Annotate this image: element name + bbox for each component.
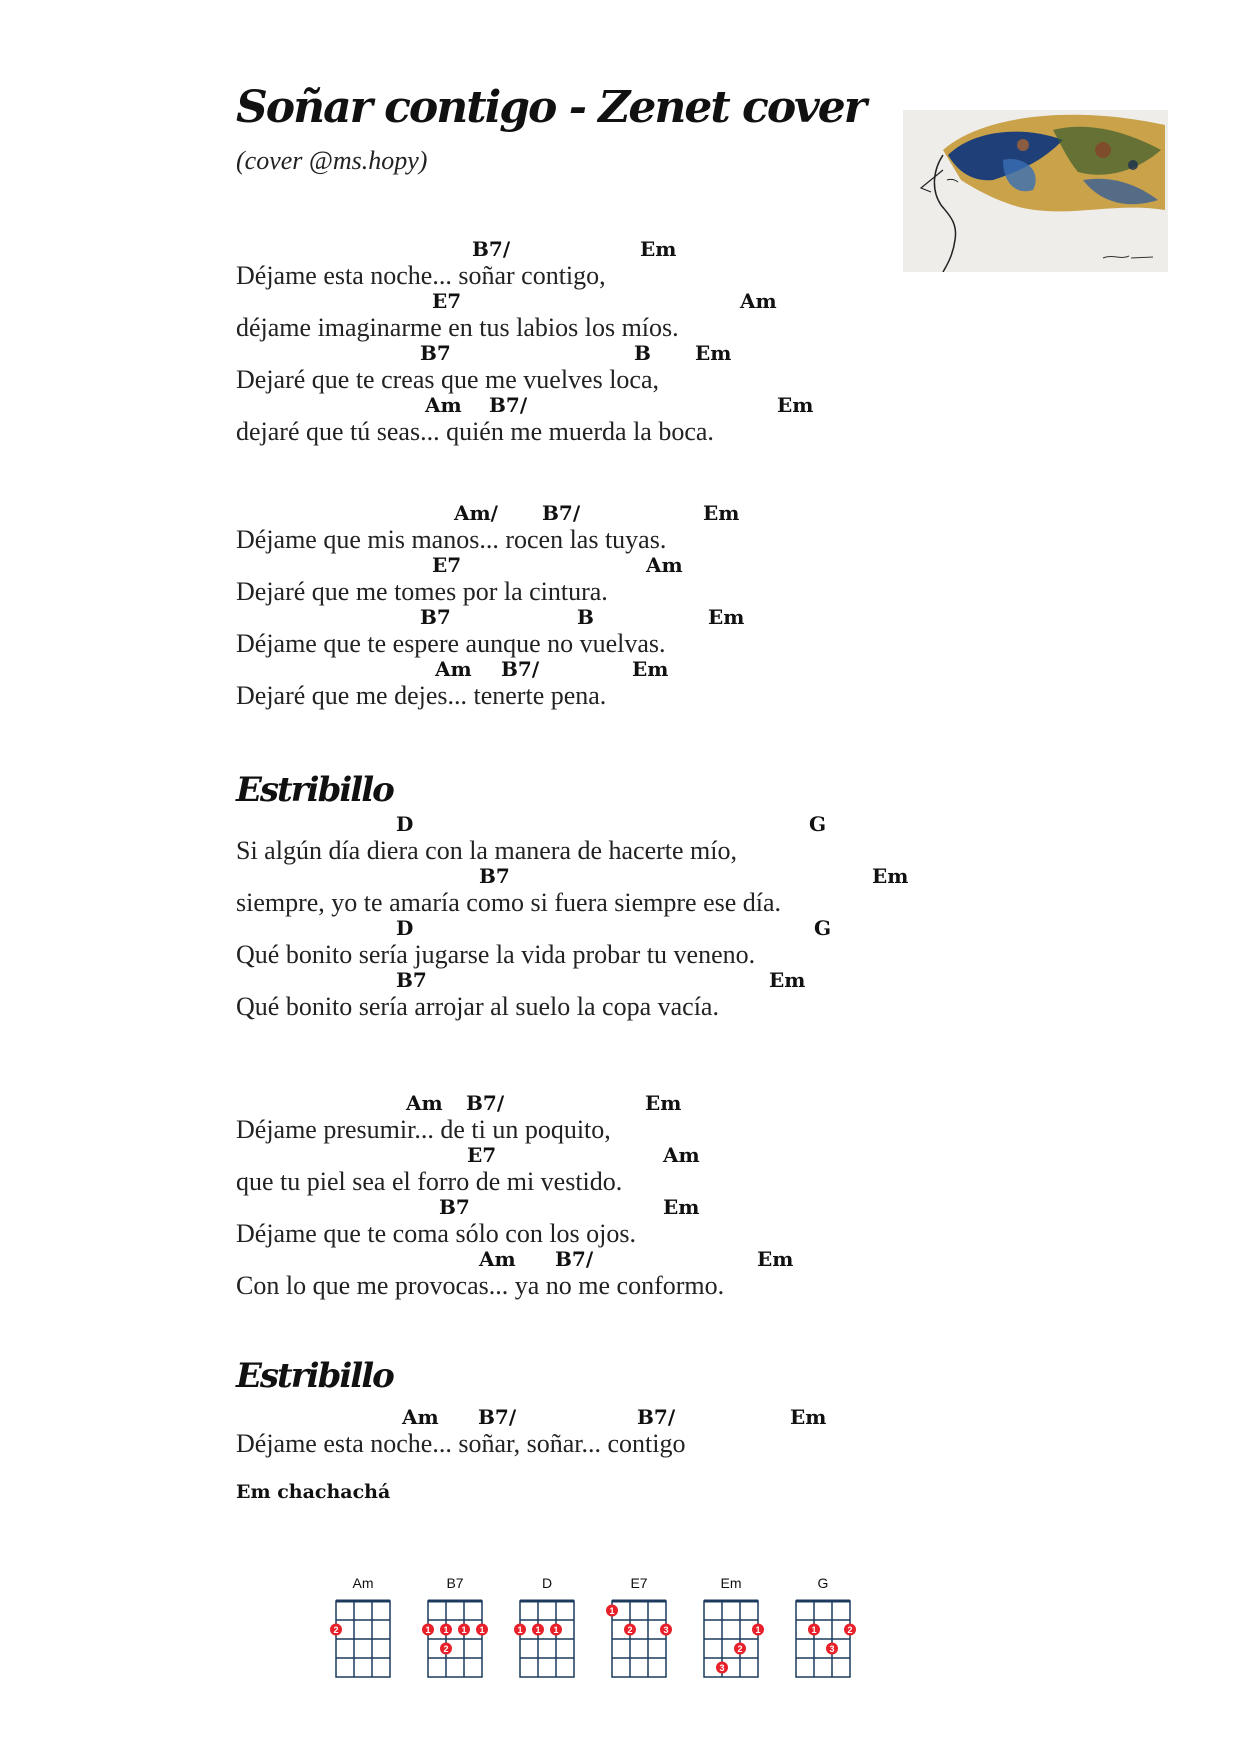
chord-label: G [809,812,827,836]
chord-label: Em [708,605,745,629]
chord-diagram-am [330,1575,396,1695]
finger-number: 2 [847,1625,853,1635]
lyric-text: Dejaré que te creas que me vuelves loca, [236,365,660,394]
finger-number: 1 [425,1625,431,1635]
chord-label: B7/ [542,501,581,525]
chord-label: Em [640,237,677,261]
chord-label: Am [425,393,462,417]
lyric-text: Déjame que te coma sólo con los ojos. [236,1219,637,1248]
chord-label: B7/ [501,657,540,681]
chord-label: Em [703,501,740,525]
chord-label: B [577,605,594,629]
chorus-heading: Estribillo [236,1356,393,1396]
lyric-text: Déjame que te espere aunque no vuelvas. [236,629,666,658]
chord-label: G [814,916,832,940]
chord-diagram-b7 [422,1575,488,1695]
chord-label: B7 [396,968,427,992]
chord-diagrams [330,1575,870,1695]
lyric-text: Qué bonito sería jugarse la vida probar tu veneno. [236,940,756,969]
chord-label: B [634,341,651,365]
finger-number: 3 [663,1625,669,1635]
chord-label: B7 [420,605,451,629]
lyric-text: déjame imaginarme en tus labios los míos. [236,313,679,342]
lyric-text: Dejaré que me dejes... tenerte pena. [236,681,607,710]
chord-label: E7 [432,289,462,313]
lyric-text: Déjame presumir... de ti un poquito, [236,1115,611,1144]
chord-label: Am [740,289,777,313]
chord-diagram-g [790,1575,856,1695]
finger-number: 1 [553,1625,559,1635]
chord-label: B7/ [478,1405,517,1429]
finger-number: 2 [627,1625,633,1635]
finger-number: 1 [443,1625,449,1635]
finger-number: 2 [333,1625,339,1635]
ukulele-fretboard [514,1595,580,1695]
chord-diagram-name: Em [720,1575,742,1591]
song-title: Soñar contigo - Zenet cover [236,82,865,133]
lyric-text: siempre, yo te amaría como si fuera siempre ese día. [236,888,782,917]
lyric-text: Déjame que mis manos... rocen las tuyas. [236,525,667,554]
finger-number: 3 [829,1644,835,1654]
lyric-text: Déjame esta noche... soñar contigo, [236,261,606,290]
lyric-text: que tu piel sea el forro de mi vestido. [236,1167,623,1196]
chord-label: B7/ [489,393,528,417]
finger-number: 1 [811,1625,817,1635]
chord-diagram-e7 [606,1575,672,1695]
ukulele-fretboard [422,1595,488,1695]
finger-number: 1 [535,1625,541,1635]
chord-label: Am [406,1091,443,1115]
chord-label: Am/ [454,501,498,525]
lyric-text: Déjame esta noche... soñar, soñar... contigo [236,1429,686,1458]
chord-diagram-name: E7 [630,1575,648,1591]
chord-label: Em [757,1247,794,1271]
chord-label: Em [695,341,732,365]
chord-diagram-name: D [541,1575,553,1591]
outro-note: Em chachachá [236,1481,391,1503]
finger-number: 2 [443,1644,449,1654]
chord-diagram-name: Am [352,1575,374,1591]
chord-label: B7/ [472,237,511,261]
chord-diagram-d [514,1575,580,1695]
lyric-text: Si algún día diera con la manera de hacerte mío, [236,836,738,865]
chorus-heading: Estribillo [236,770,393,810]
finger-number: 1 [461,1625,467,1635]
chord-label: Em [777,393,814,417]
chord-label: Em [769,968,806,992]
chord-label: Am [663,1143,700,1167]
chord-label: B7/ [466,1091,505,1115]
chord-diagram-name: B7 [446,1575,464,1591]
chord-label: E7 [432,553,462,577]
chord-label: E7 [467,1143,497,1167]
finger-number: 1 [517,1625,523,1635]
chord-label: B7 [439,1195,470,1219]
chord-label: Em [663,1195,700,1219]
chord-label: Am [646,553,683,577]
chord-diagram-name: G [817,1575,829,1591]
finger-number: 1 [755,1625,761,1635]
artwork-image [903,110,1168,272]
ukulele-fretboard [698,1595,764,1695]
lyric-text: Con lo que me provocas... ya no me conformo. [236,1271,725,1300]
chord-label: D [396,812,414,836]
lyric-text: dejaré que tú seas... quién me muerda la boca. [236,417,714,446]
cover-credit: (cover @ms.hopy) [236,146,428,175]
chord-label: Em [790,1405,827,1429]
chord-label: D [396,916,414,940]
chord-label: B7 [420,341,451,365]
ukulele-fretboard [330,1595,396,1695]
chord-label: Am [402,1405,439,1429]
lyric-text: Dejaré que me tomes por la cintura. [236,577,608,606]
chord-label: Em [632,657,669,681]
chord-label: B7 [479,864,510,888]
chord-label: Am [479,1247,516,1271]
finger-number: 2 [737,1644,743,1654]
chord-label: B7/ [555,1247,594,1271]
chord-label: Em [645,1091,682,1115]
ukulele-fretboard [790,1595,856,1695]
finger-number: 1 [479,1625,485,1635]
chord-label: Em [872,864,909,888]
finger-number: 1 [609,1606,615,1616]
lyric-text: Qué bonito sería arrojar al suelo la copa vacía. [236,992,719,1021]
chord-label: Am [435,657,472,681]
chord-diagram-em [698,1575,764,1695]
ukulele-fretboard [606,1595,672,1695]
painting-illustration [903,110,1168,272]
chord-label: B7/ [637,1405,676,1429]
finger-number: 3 [719,1663,725,1673]
